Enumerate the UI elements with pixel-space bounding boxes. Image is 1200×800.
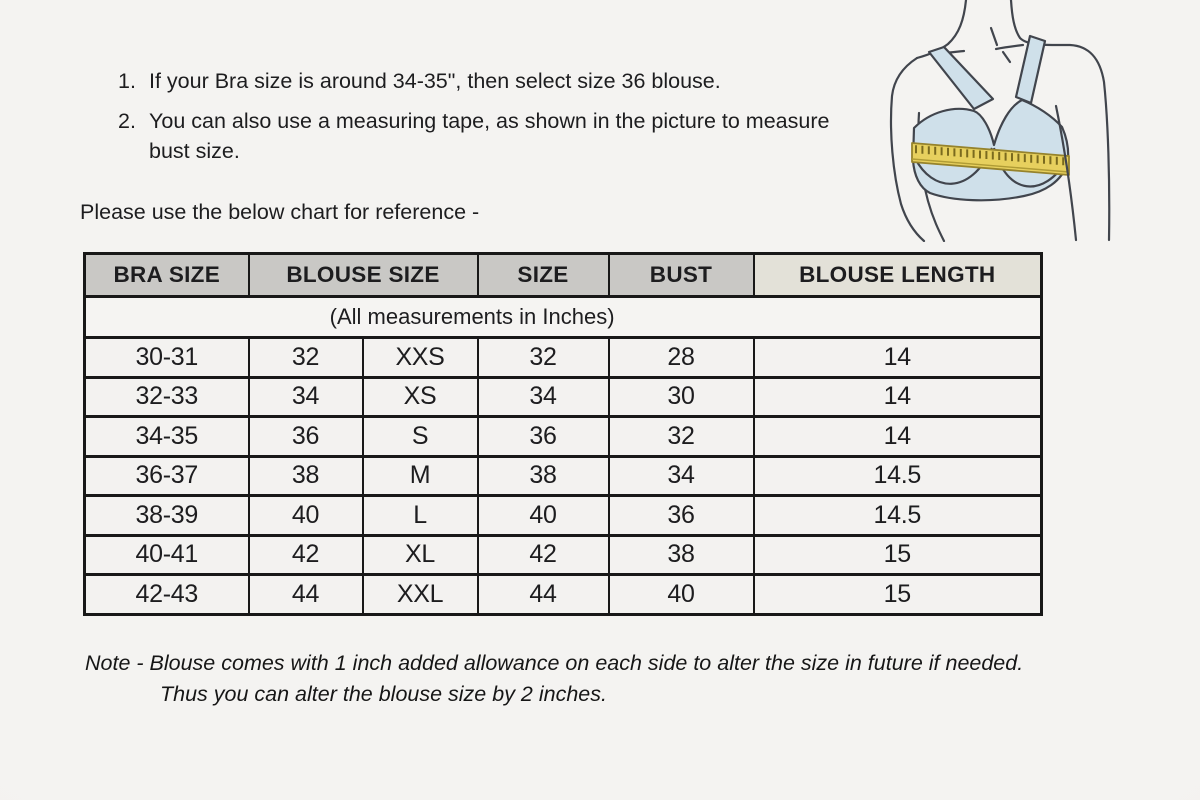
table-cell: 30-31 bbox=[85, 338, 249, 378]
table-cell: XS bbox=[363, 377, 478, 417]
bra-strap-left bbox=[929, 47, 993, 109]
header-row bbox=[85, 254, 1042, 297]
instructions-list bbox=[78, 66, 928, 176]
table-cell: 32 bbox=[249, 338, 363, 378]
table-cell: 34-35 bbox=[85, 417, 249, 457]
table-cell: 36 bbox=[249, 417, 363, 457]
header-blouse-length: BLOUSE LENGTH bbox=[754, 254, 1042, 297]
instruction-text: You can also use a measuring tape, as shown in the picture to measure bust size. bbox=[149, 109, 830, 163]
alteration-note bbox=[85, 648, 1023, 710]
table-cell: XXS bbox=[363, 338, 478, 378]
table-cell: 42-43 bbox=[85, 575, 249, 615]
header-blouse-size: BLOUSE SIZE bbox=[249, 254, 478, 297]
table-row bbox=[85, 417, 1042, 457]
table-cell: XXL bbox=[363, 575, 478, 615]
table-row bbox=[85, 377, 1042, 417]
table-cell: 28 bbox=[609, 338, 754, 378]
units-note: (All measurements in Inches) bbox=[85, 297, 1042, 338]
table-cell: M bbox=[363, 456, 478, 496]
header-bra-size: BRA SIZE bbox=[85, 254, 249, 297]
table-cell: 44 bbox=[478, 575, 609, 615]
table-cell: 14.5 bbox=[754, 456, 1042, 496]
table-cell: 40 bbox=[249, 496, 363, 536]
instruction-number: 1. bbox=[118, 69, 136, 93]
table-cell: 14 bbox=[754, 417, 1042, 457]
table-row bbox=[85, 575, 1042, 615]
table-row bbox=[85, 535, 1042, 575]
table-cell: 32 bbox=[478, 338, 609, 378]
table-cell: 14 bbox=[754, 377, 1042, 417]
table-cell: 42 bbox=[478, 535, 609, 575]
table-cell: 42 bbox=[249, 535, 363, 575]
table-cell: 15 bbox=[754, 535, 1042, 575]
table-row bbox=[85, 338, 1042, 378]
table-cell: 36 bbox=[478, 417, 609, 457]
table-cell: 40 bbox=[478, 496, 609, 536]
table-cell: 38-39 bbox=[85, 496, 249, 536]
table-cell: 38 bbox=[249, 456, 363, 496]
instruction-number: 2. bbox=[118, 109, 136, 133]
table-cell: 38 bbox=[478, 456, 609, 496]
header-bust: BUST bbox=[609, 254, 754, 297]
table-cell: 40-41 bbox=[85, 535, 249, 575]
instruction-text: If your Bra size is around 34-35", then select size 36 blouse. bbox=[149, 69, 721, 93]
table-cell: 32-33 bbox=[85, 377, 249, 417]
table-cell: 38 bbox=[609, 535, 754, 575]
table-cell: 44 bbox=[249, 575, 363, 615]
table-cell: 15 bbox=[754, 575, 1042, 615]
table-cell: 14.5 bbox=[754, 496, 1042, 536]
units-row bbox=[85, 297, 1042, 338]
bra-shape bbox=[913, 36, 1068, 200]
table-cell: S bbox=[363, 417, 478, 457]
note-line: Thus you can alter the blouse size by 2 inches. bbox=[160, 682, 607, 706]
table-cell: 30 bbox=[609, 377, 754, 417]
table-cell: 34 bbox=[249, 377, 363, 417]
table-cell: 34 bbox=[478, 377, 609, 417]
size-chart-table bbox=[83, 252, 1043, 616]
bust-measurement-illustration bbox=[872, 0, 1122, 242]
header-size: SIZE bbox=[478, 254, 609, 297]
instruction-item-2 bbox=[118, 106, 928, 166]
table-row bbox=[85, 496, 1042, 536]
table-cell: 36-37 bbox=[85, 456, 249, 496]
table-cell: XL bbox=[363, 535, 478, 575]
reference-caption: Please use the below chart for reference - bbox=[80, 200, 480, 224]
instruction-item-1 bbox=[118, 66, 928, 96]
table-cell: 34 bbox=[609, 456, 754, 496]
table-cell: 14 bbox=[754, 338, 1042, 378]
table-cell: L bbox=[363, 496, 478, 536]
table-row bbox=[85, 456, 1042, 496]
table-cell: 36 bbox=[609, 496, 754, 536]
table-cell: 40 bbox=[609, 575, 754, 615]
note-line: Note - Blouse comes with 1 inch added allowance on each side to alter the size in future if needed. bbox=[85, 651, 1024, 675]
table-cell: 32 bbox=[609, 417, 754, 457]
